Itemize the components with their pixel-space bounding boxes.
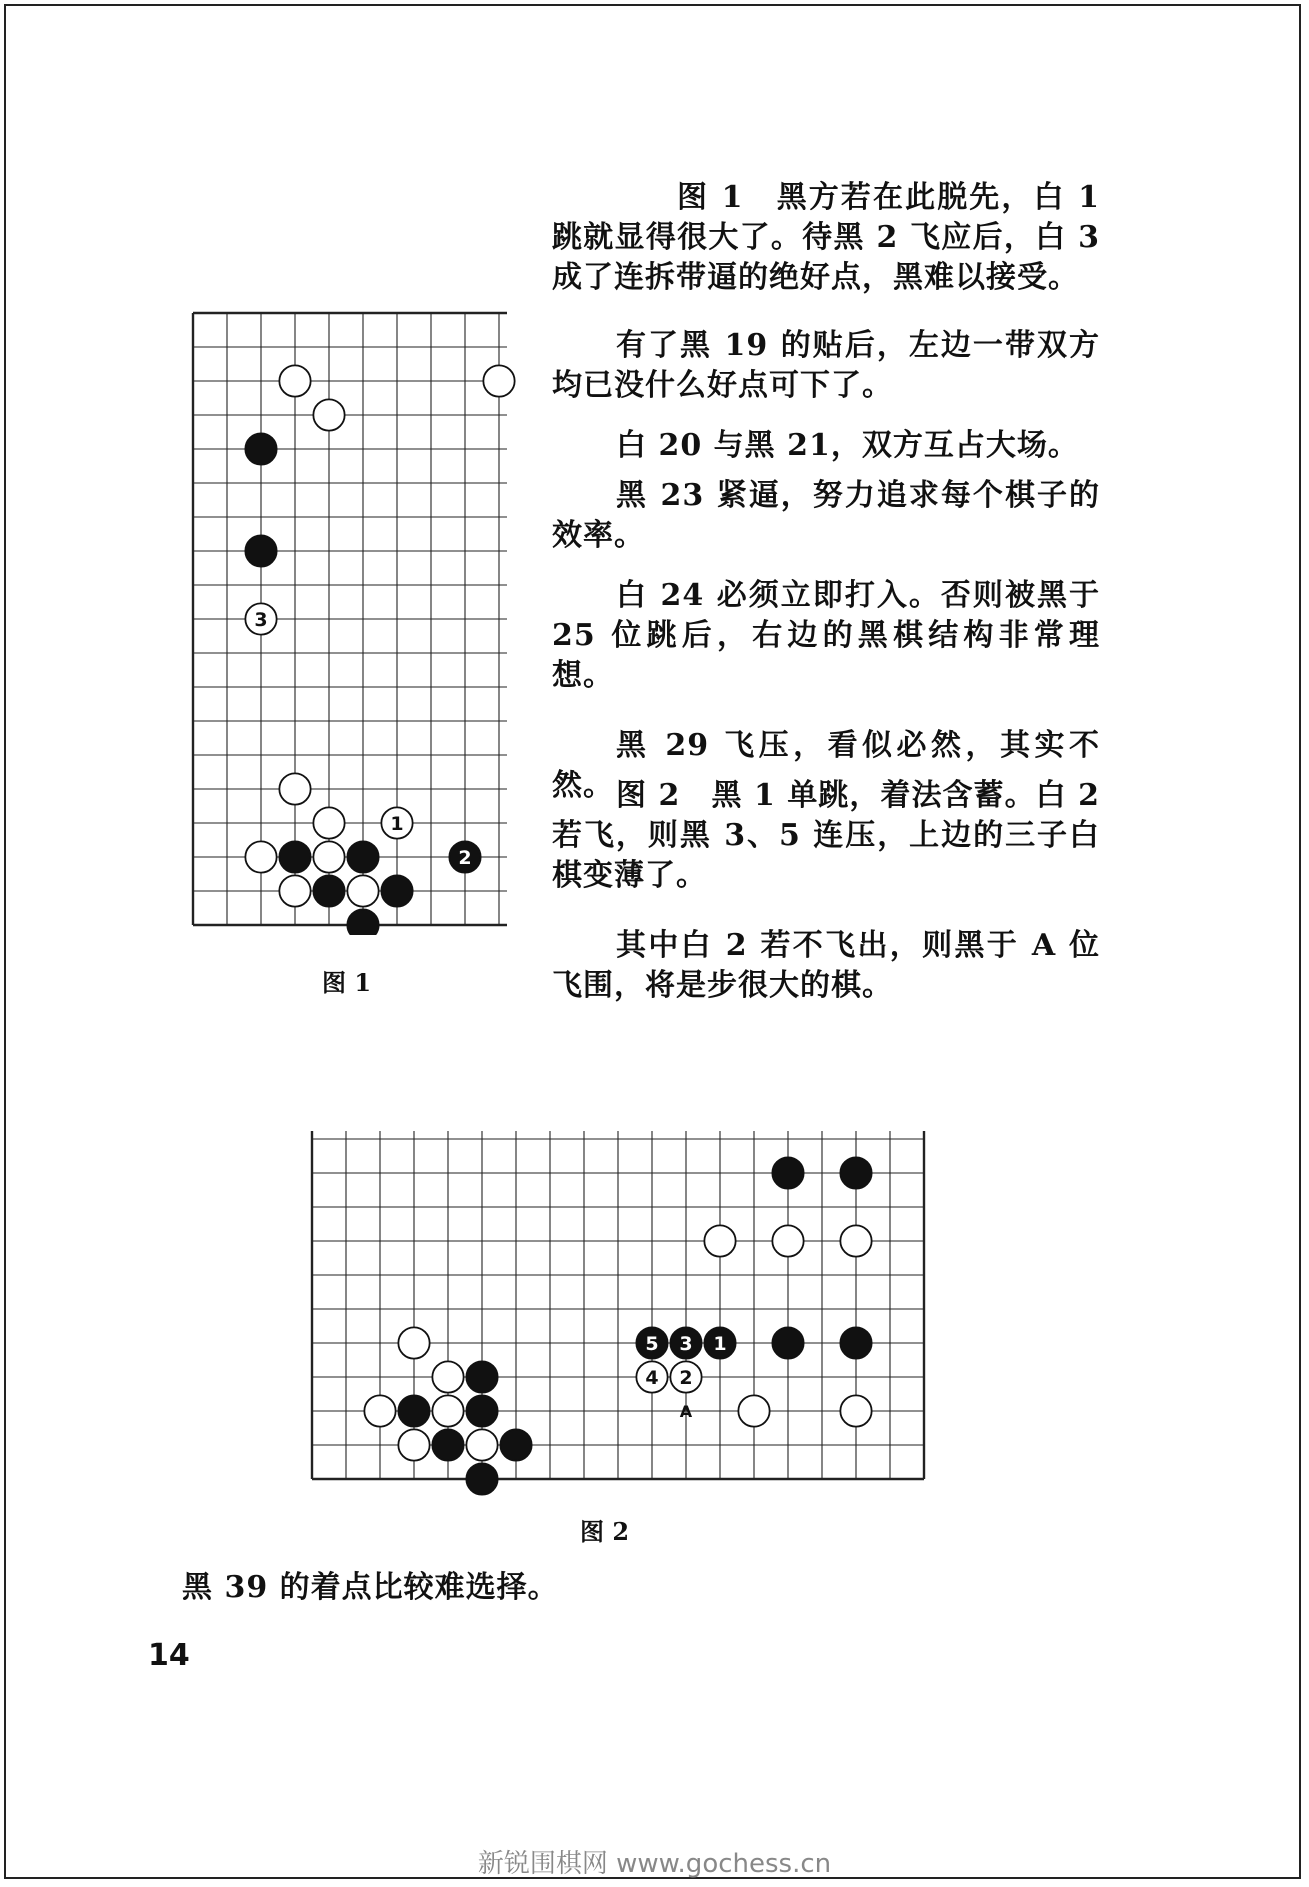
black-stone (466, 1361, 497, 1392)
paragraph-black-23: 黑 23 紧逼，努力追求每个棋子的效率。 (552, 478, 1100, 553)
white-stone (772, 1225, 803, 1256)
black-stone (466, 1395, 497, 1426)
black-stone (636, 1327, 667, 1358)
white-stone (279, 875, 310, 906)
white-stone (313, 807, 344, 838)
black-stone (772, 1157, 803, 1188)
white-stone (313, 841, 344, 872)
black-stone (245, 433, 276, 464)
white-stone (432, 1361, 463, 1392)
black-stone (398, 1395, 429, 1426)
paragraph-point-a: 其中白 2 若不飞出，则黑于 A 位飞围，将是步很大的棋。 (552, 928, 1100, 1003)
white-stone (432, 1395, 463, 1426)
white-stone (670, 1361, 701, 1392)
black-stone (466, 1463, 497, 1494)
paragraph-fig2-intro: 图 2 黑 1 单跳，着法含蓄。白 2 若飞，则黑 3、5 连压，上边的三子白棋变薄了。 (552, 778, 1100, 893)
white-stone (364, 1395, 395, 1426)
white-stone (636, 1361, 667, 1392)
white-stone (347, 875, 378, 906)
go-diagram-fig1 (185, 305, 525, 935)
fig1-caption: 图 1 (322, 968, 372, 997)
fig2-caption: 图 2 (580, 1517, 630, 1546)
black-stone (500, 1429, 531, 1460)
black-stone (347, 909, 378, 935)
white-stone (279, 365, 310, 396)
move-number: 5 (645, 1333, 659, 1355)
watermark: 新锐围棋网 www.gochess.cn (477, 1849, 832, 1879)
paragraph-white-20: 白 20 与黑 21，双方互占大场。 (616, 428, 1079, 463)
black-stone (313, 875, 344, 906)
white-stone (466, 1429, 497, 1460)
black-stone (347, 841, 378, 872)
closing-sentence: 黑 39 的着点比较难选择。 (182, 1570, 559, 1605)
move-number: 1 (390, 813, 404, 835)
white-stone (738, 1395, 769, 1426)
white-stone (483, 365, 514, 396)
black-stone (704, 1327, 735, 1358)
page-number: 14 (148, 1638, 190, 1673)
black-stone (772, 1327, 803, 1358)
black-stone (279, 841, 310, 872)
move-number: 2 (679, 1367, 693, 1389)
white-stone (381, 807, 412, 838)
move-number: 2 (458, 847, 472, 869)
paragraph-fig1-intro: 图 1 黑方若在此脱先，白 1 跳就显得很大了。待黑 2 飞应后，白 3 成了连拆带逼的绝好点，黑难以接受。 (552, 180, 1100, 295)
white-stone (840, 1225, 871, 1256)
black-stone (840, 1157, 871, 1188)
paragraph-white-24: 白 24 必须立即打入。否则被黑于 25 位跳后，右边的黑棋结构非常理想。 (552, 578, 1100, 693)
black-stone (245, 535, 276, 566)
go-diagram-fig2 (300, 1125, 930, 1505)
white-stone (704, 1225, 735, 1256)
white-stone (245, 841, 276, 872)
paragraph-black-29: 黑 29 飞压，看似必然，其实不然。 (552, 728, 1100, 803)
white-stone (279, 773, 310, 804)
move-number: 4 (645, 1367, 659, 1389)
black-stone (840, 1327, 871, 1358)
paragraph-black-19: 有了黑 19 的贴后，左边一带双方均已没什么好点可下了。 (552, 328, 1100, 403)
move-number: 1 (713, 1333, 727, 1355)
move-number: 3 (679, 1333, 693, 1355)
white-stone (313, 399, 344, 430)
white-stone (840, 1395, 871, 1426)
white-stone (245, 603, 276, 634)
white-stone (398, 1429, 429, 1460)
move-number: 3 (254, 609, 268, 631)
black-stone (449, 841, 480, 872)
black-stone (381, 875, 412, 906)
white-stone (398, 1327, 429, 1358)
black-stone (432, 1429, 463, 1460)
point-a-label: A (679, 1402, 693, 1421)
black-stone (670, 1327, 701, 1358)
